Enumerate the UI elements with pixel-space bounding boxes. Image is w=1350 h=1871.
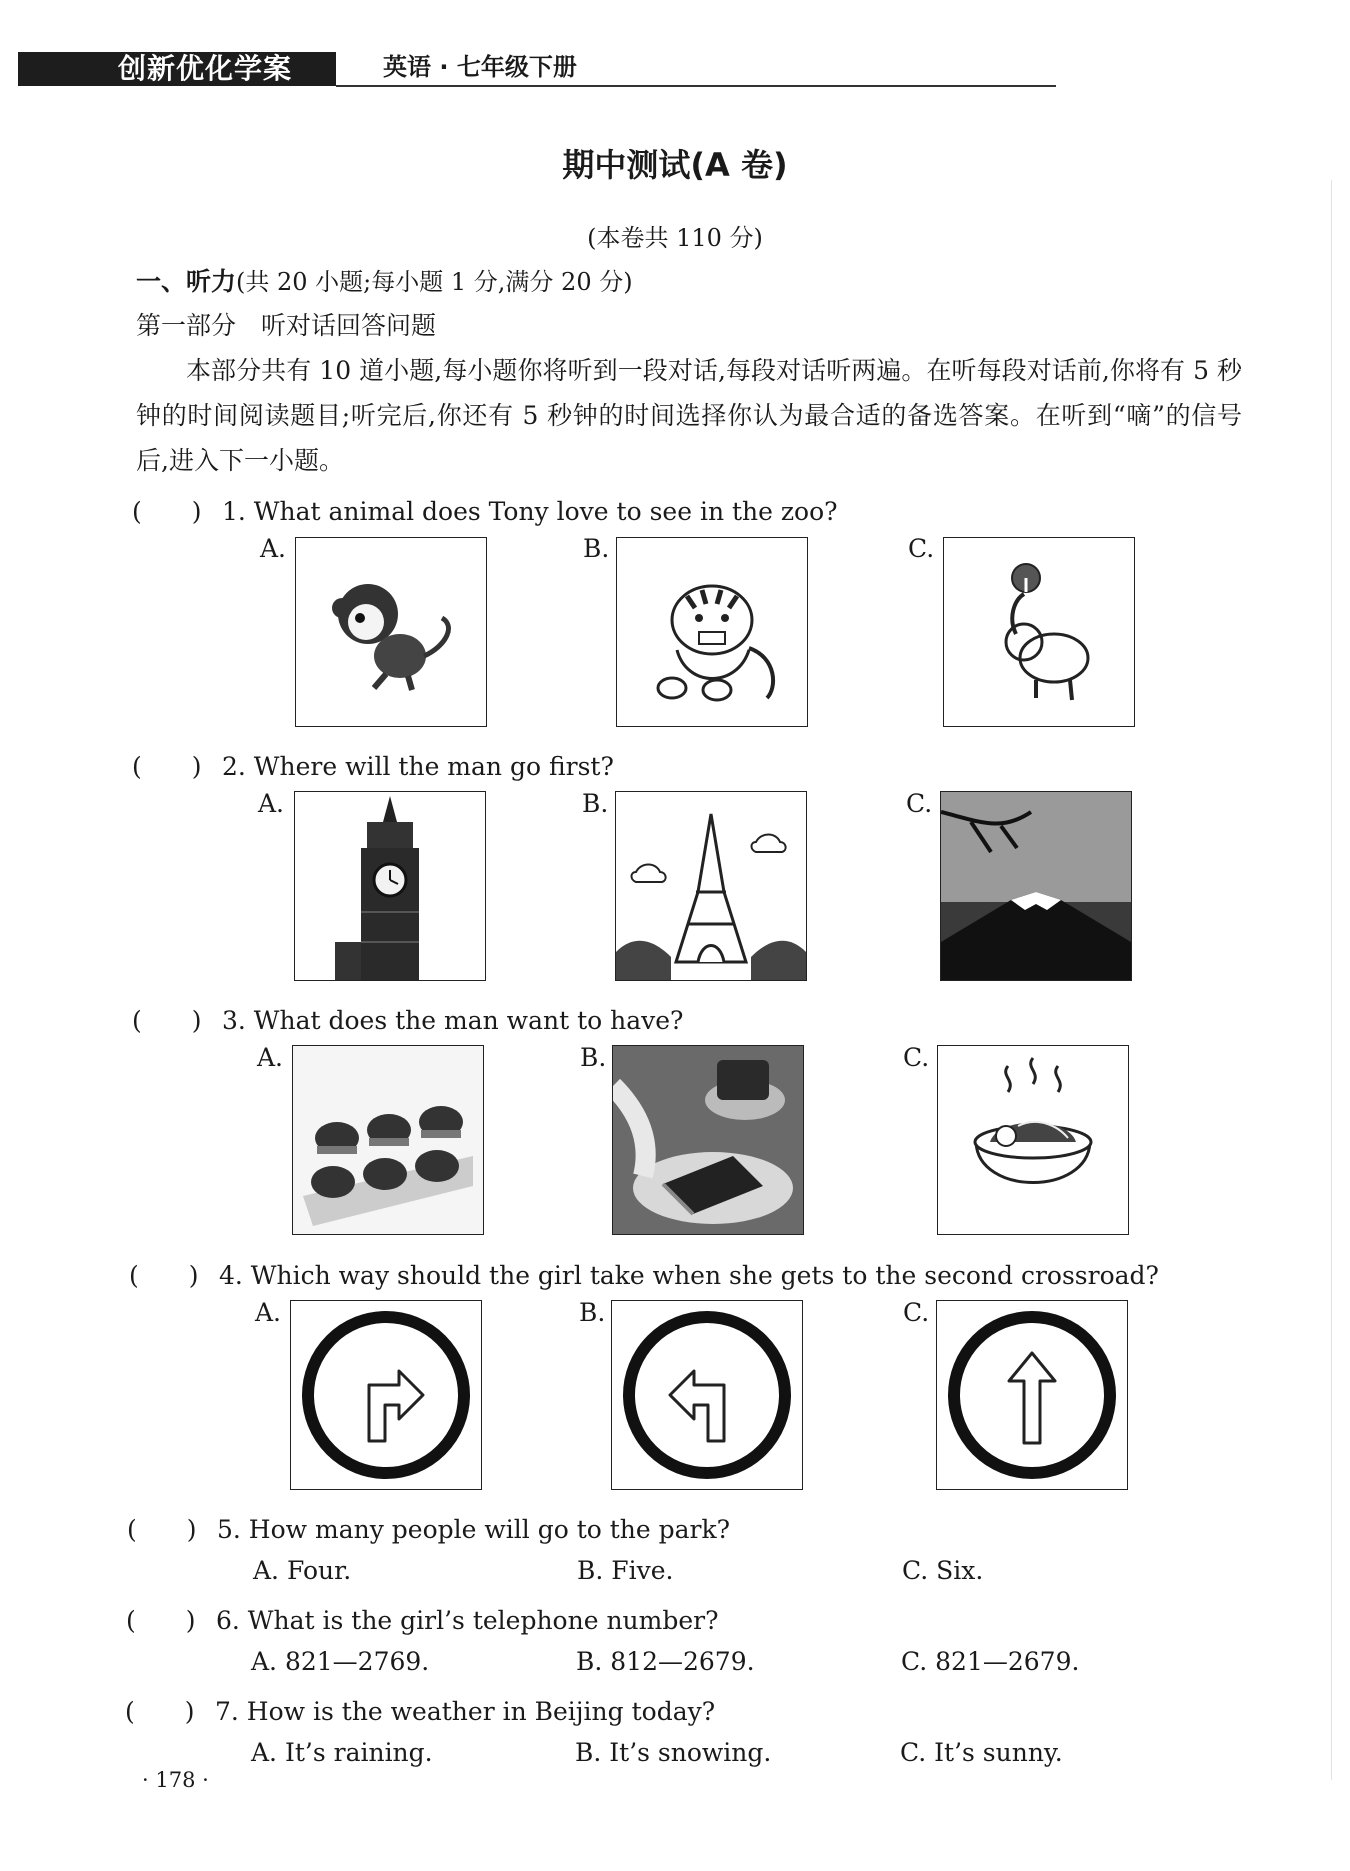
- option-b: [576, 1647, 755, 1676]
- monkey-icon: [295, 537, 487, 727]
- page-number: · 178 ·: [142, 1768, 209, 1792]
- option-text: It’s raining.: [284, 1738, 433, 1767]
- part-title: 第一部分 听对话回答问题: [136, 311, 437, 340]
- option-label: C.: [903, 1043, 930, 1072]
- question-5: [127, 1510, 730, 1546]
- mount-fuji-icon: [940, 791, 1132, 981]
- option-c: [900, 1738, 1063, 1767]
- answer-blank[interactable]: ( ): [127, 1515, 197, 1544]
- option-label: A.: [257, 1043, 284, 1072]
- option-label: A.: [260, 534, 287, 563]
- option-label: B.: [583, 534, 610, 563]
- answer-blank[interactable]: ( ): [132, 497, 202, 526]
- option-letter: C.: [902, 1556, 929, 1585]
- option-letter: B.: [577, 1556, 604, 1585]
- noodles-icon: [937, 1045, 1129, 1235]
- question-text: 2. Where will the man go first?: [222, 752, 614, 781]
- page-title: 期中测试(A 卷): [562, 146, 788, 184]
- option-label: C.: [906, 789, 933, 818]
- option-letter: C.: [901, 1647, 928, 1676]
- option-c: [901, 1647, 1079, 1676]
- option-label: A.: [255, 1298, 282, 1327]
- question-6: [126, 1601, 719, 1637]
- option-b: [577, 1556, 674, 1585]
- question-text: 3. What does the man want to have?: [222, 1006, 684, 1035]
- hamburgers-icon: [292, 1045, 484, 1235]
- question-text: 7. How is the weather in Beijing today?: [215, 1697, 716, 1726]
- option-label: C.: [908, 534, 935, 563]
- section-heading: [136, 262, 633, 298]
- total-score-note: (本卷共 110 分): [587, 224, 763, 252]
- option-letter: A.: [251, 1647, 278, 1676]
- option-letter: C.: [900, 1738, 927, 1767]
- option-label: B.: [582, 789, 609, 818]
- option-letter: A.: [253, 1556, 280, 1585]
- option-a: [253, 1556, 351, 1585]
- option-text: Six.: [936, 1556, 984, 1585]
- option-b: [575, 1738, 771, 1767]
- option-text: 812—2679.: [610, 1647, 755, 1676]
- answer-blank[interactable]: ( ): [126, 1606, 196, 1635]
- page-edge-shadow: [1331, 180, 1332, 1780]
- eiffel-tower-icon: [615, 791, 807, 981]
- question-text: 6. What is the girl’s telephone number?: [216, 1606, 719, 1635]
- question-1: [132, 492, 838, 528]
- option-text: 821—2679.: [935, 1647, 1080, 1676]
- option-letter: B.: [575, 1738, 602, 1767]
- cake-coffee-icon: [612, 1045, 804, 1235]
- option-letter: A.: [251, 1738, 278, 1767]
- question-2: [132, 747, 614, 783]
- turn-left-sign-icon: [611, 1300, 803, 1490]
- straight-ahead-sign-icon: [936, 1300, 1128, 1490]
- option-text: Four.: [286, 1556, 352, 1585]
- elephant-icon: [943, 537, 1135, 727]
- answer-blank[interactable]: ( ): [132, 752, 202, 781]
- option-text: It’s sunny.: [934, 1738, 1063, 1767]
- big-ben-icon: [294, 791, 486, 981]
- option-c: [902, 1556, 983, 1585]
- option-text: It’s snowing.: [609, 1738, 772, 1767]
- section-label: 一、听力: [136, 267, 237, 296]
- header-rule: [336, 85, 1056, 87]
- option-text: Five.: [611, 1556, 674, 1585]
- turn-right-sign-icon: [290, 1300, 482, 1490]
- answer-blank[interactable]: ( ): [132, 1006, 202, 1035]
- option-label: A.: [258, 789, 285, 818]
- tiger-icon: [616, 537, 808, 727]
- section-note: (共 20 小题;每小题 1 分,满分 20 分): [236, 268, 633, 296]
- brand-logo-text: 创新优化学案: [118, 52, 293, 85]
- option-label: C.: [903, 1298, 930, 1327]
- option-label: B.: [580, 1043, 607, 1072]
- question-7: [125, 1692, 715, 1728]
- question-text: 1. What animal does Tony love to see in the zoo?: [222, 497, 838, 526]
- question-text: 5. How many people will go to the park?: [217, 1515, 731, 1544]
- option-text: 821—2769.: [284, 1647, 430, 1676]
- question-4: [129, 1256, 1159, 1292]
- option-label: B.: [579, 1298, 606, 1327]
- question-3: [132, 1001, 683, 1037]
- option-a: [251, 1647, 429, 1676]
- answer-blank[interactable]: ( ): [129, 1261, 199, 1290]
- answer-blank[interactable]: ( ): [125, 1697, 195, 1726]
- part-instructions: 本部分共有 10 道小题,每小题你将听到一段对话,每段对话听两遍。在听每段对话前,你将有 5 秒钟的时间阅读题目;听完后,你还有 5 秒钟的时间选择你认为最合适的备选答案。在听到“嘀”的信号后,进入下一小题。: [136, 356, 1242, 475]
- option-a: [251, 1738, 433, 1767]
- option-letter: B.: [576, 1647, 603, 1676]
- subject-label: 英语 · 七年级下册: [383, 53, 577, 81]
- question-text: 4. Which way should the girl take when she gets to the second crossroad?: [219, 1261, 1159, 1290]
